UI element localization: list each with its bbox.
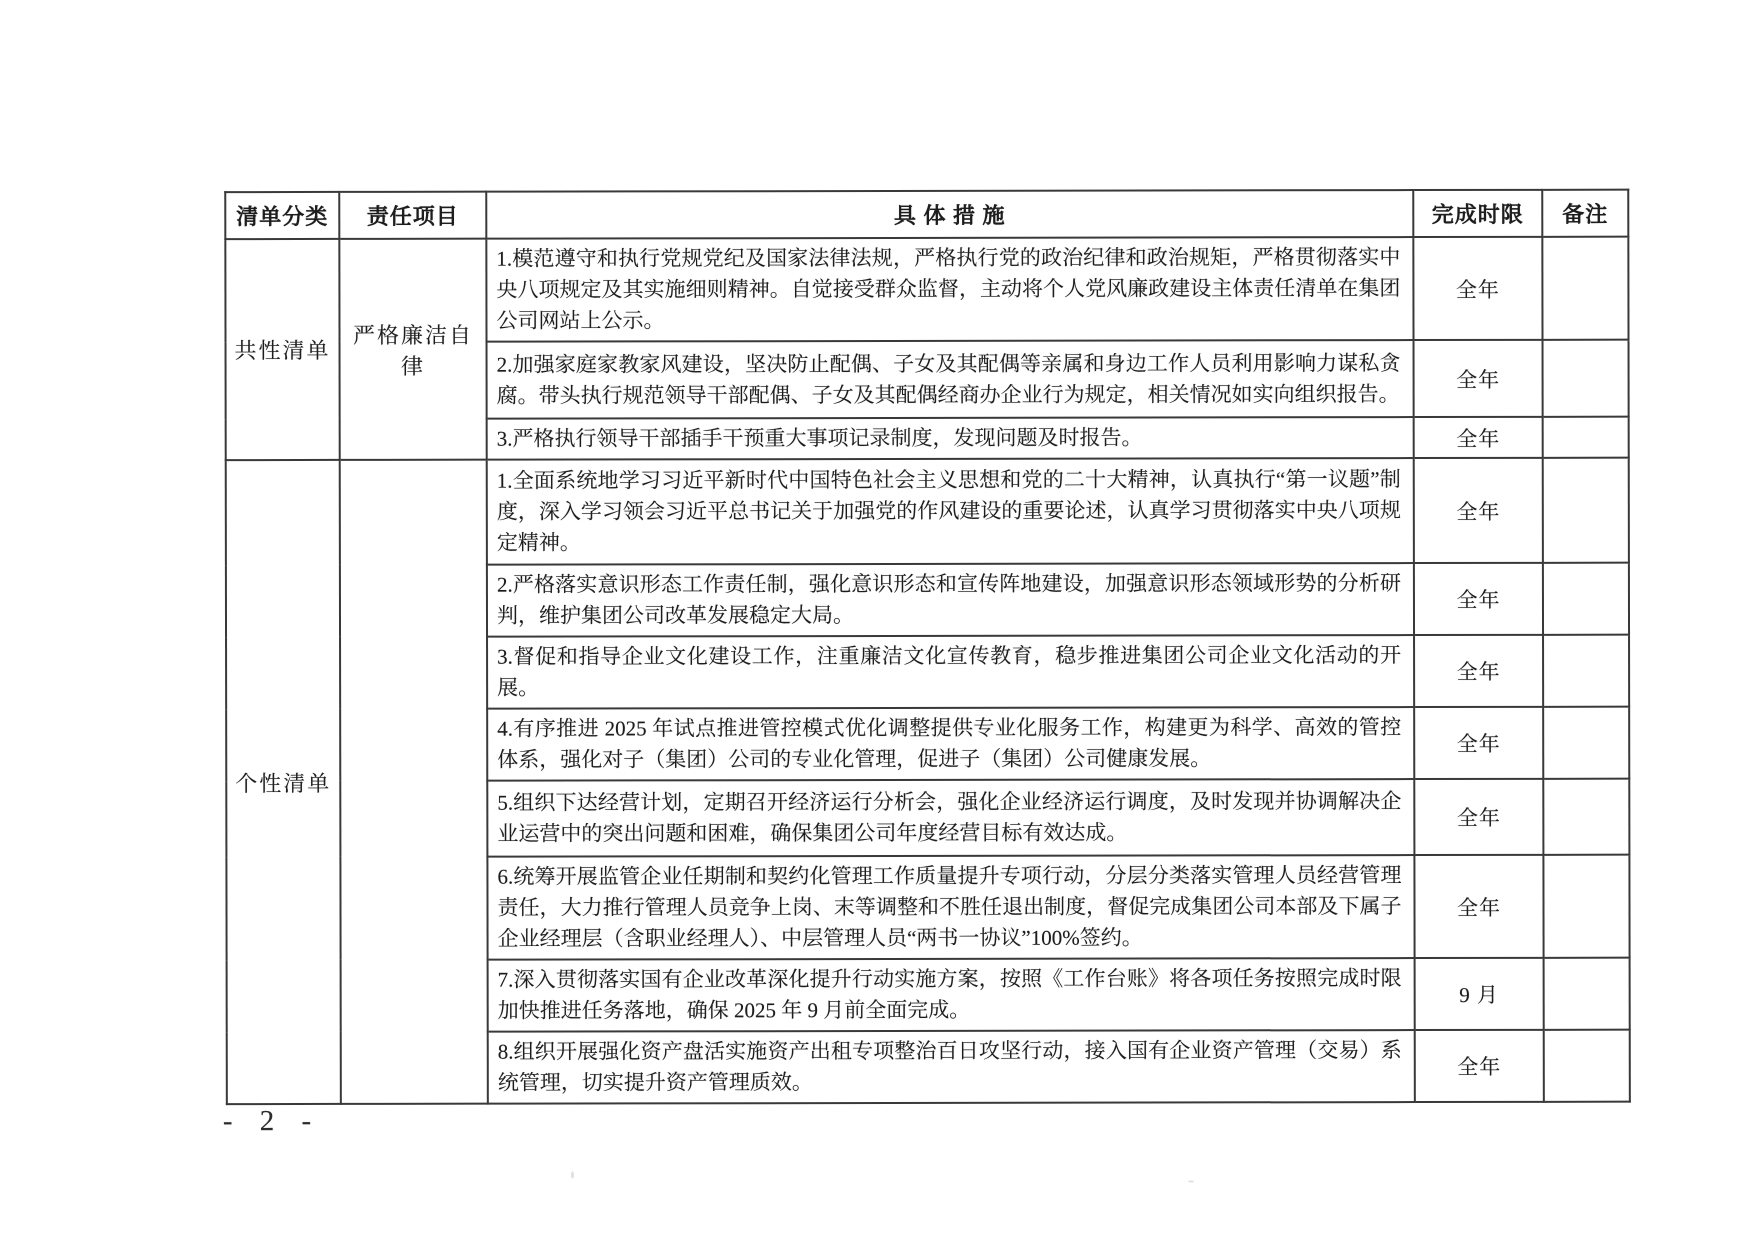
- remark-cell: [1543, 340, 1629, 417]
- remark-cell: [1543, 458, 1629, 563]
- deadline-cell: 全年: [1414, 779, 1543, 855]
- remark-cell: [1543, 635, 1629, 707]
- remark-cell: [1543, 417, 1629, 458]
- measure-cell: 3.督促和指导企业文化建设工作，注重廉洁文化宣传教育，稳步推进集团公司企业文化活动的开展。: [487, 635, 1414, 709]
- remark-cell: [1544, 1030, 1630, 1102]
- deadline-cell: 全年: [1414, 855, 1543, 958]
- remark-cell: [1542, 237, 1628, 340]
- page-number: - 2 -: [222, 1104, 322, 1138]
- deadline-cell: 全年: [1414, 707, 1543, 779]
- measure-cell: 8.组织开展强化资产盘活实施资产出租专项整治百日攻坚行动，接入国有企业资产管理（交易）系统管理，切实提升资产管理质效。: [488, 1030, 1415, 1104]
- project-cell-individual: [340, 460, 488, 1104]
- deadline-cell: 全年: [1414, 458, 1543, 563]
- measure-cell: 2.严格落实意识形态工作责任制，强化意识形态和宣传阵地建设，加强意识形态领域形势的分析研判，维护集团公司改革发展稳定大局。: [487, 563, 1414, 637]
- responsibility-table: [224, 189, 1631, 1105]
- scan-speck: [571, 1172, 574, 1179]
- remark-cell: [1543, 855, 1629, 958]
- measure-cell: 2.加强家庭家教家风建设，坚决防止配偶、子女及其配偶等亲属和身边工作人员利用影响力谋私贪腐。带头执行规范领导干部配偶、子女及其配偶经商办企业行为规定，相关情况如实向组织报告。: [487, 340, 1414, 419]
- header-measures: 具 体 措 施: [486, 190, 1413, 239]
- deadline-cell: 全年: [1414, 340, 1543, 417]
- measure-cell: 3.严格执行领导干部插手干预重大事项记录制度，发现问题及时报告。: [487, 417, 1414, 460]
- deadline-cell: 全年: [1414, 417, 1543, 458]
- header-category: 清单分类: [225, 192, 339, 239]
- category-cell-common: 共性清单: [225, 239, 339, 460]
- deadline-cell: 全年: [1414, 563, 1543, 635]
- table-header-row: [225, 190, 1628, 239]
- measure-cell: 7.深入贯彻落实国有企业改革深化提升行动实施方案，按照《工作台账》将各项任务按照完成时限加快推进任务落地，确保 2025 年 9 月前全面完成。: [488, 958, 1415, 1032]
- header-remark: 备注: [1542, 190, 1628, 237]
- deadline-cell: 全年: [1415, 1030, 1544, 1102]
- scan-speck: [1188, 1180, 1194, 1182]
- measure-cell: 5.组织下达经营计划，定期召开经济运行分析会，强化企业经济运行调度，及时发现并协调解决企业运营中的突出问题和困难，确保集团公司年度经营目标有效达成。: [487, 779, 1414, 857]
- deadline-cell: 9 月: [1415, 958, 1544, 1030]
- remark-cell: [1543, 707, 1629, 779]
- measure-cell: 1.全面系统地学习习近平新时代中国特色社会主义思想和党的二十大精神，认真执行“第一议题”制度，深入学习领会习近平总书记关于加强党的作风建设的重要论述，认真学习贯彻落实中央八项规定精神。: [487, 458, 1414, 565]
- measure-cell: 1.模范遵守和执行党规党纪及国家法律法规，严格执行党的政治纪律和政治规矩，严格贯彻落实中央八项规定及其实施细则精神。自觉接受群众监督，主动将个人党风廉政建设主体责任清单在集团公司网站上公示。: [486, 237, 1413, 342]
- header-deadline: 完成时限: [1413, 190, 1542, 237]
- remark-cell: [1543, 779, 1629, 855]
- measure-cell: 6.统筹开展监管企业任期制和契约化管理工作质量提升专项行动，分层分类落实管理人员经营管理责任，大力推行管理人员竞争上岗、末等调整和不胜任退出制度，督促完成集团公司本部及下属子企业经理层（含职业经理人）、中层管理人员“两书一协议”100%签约。: [487, 855, 1414, 960]
- measure-cell: 4.有序推进 2025 年试点推进管控模式优化调整提供专业化服务工作，构建更为科学、高效的管控体系，强化对子（集团）公司的专业化管理，促进子（集团）公司健康发展。: [487, 707, 1414, 781]
- remark-cell: [1543, 563, 1629, 635]
- header-project: 责任项目: [339, 192, 486, 239]
- project-cell-common: 严格廉洁自律: [339, 239, 486, 460]
- deadline-cell: 全年: [1414, 635, 1543, 707]
- remark-cell: [1544, 958, 1630, 1030]
- category-cell-individual: 个性清单: [226, 460, 341, 1104]
- table-row: [225, 237, 1628, 342]
- deadline-cell: 全年: [1413, 237, 1542, 340]
- table-row: [226, 458, 1629, 565]
